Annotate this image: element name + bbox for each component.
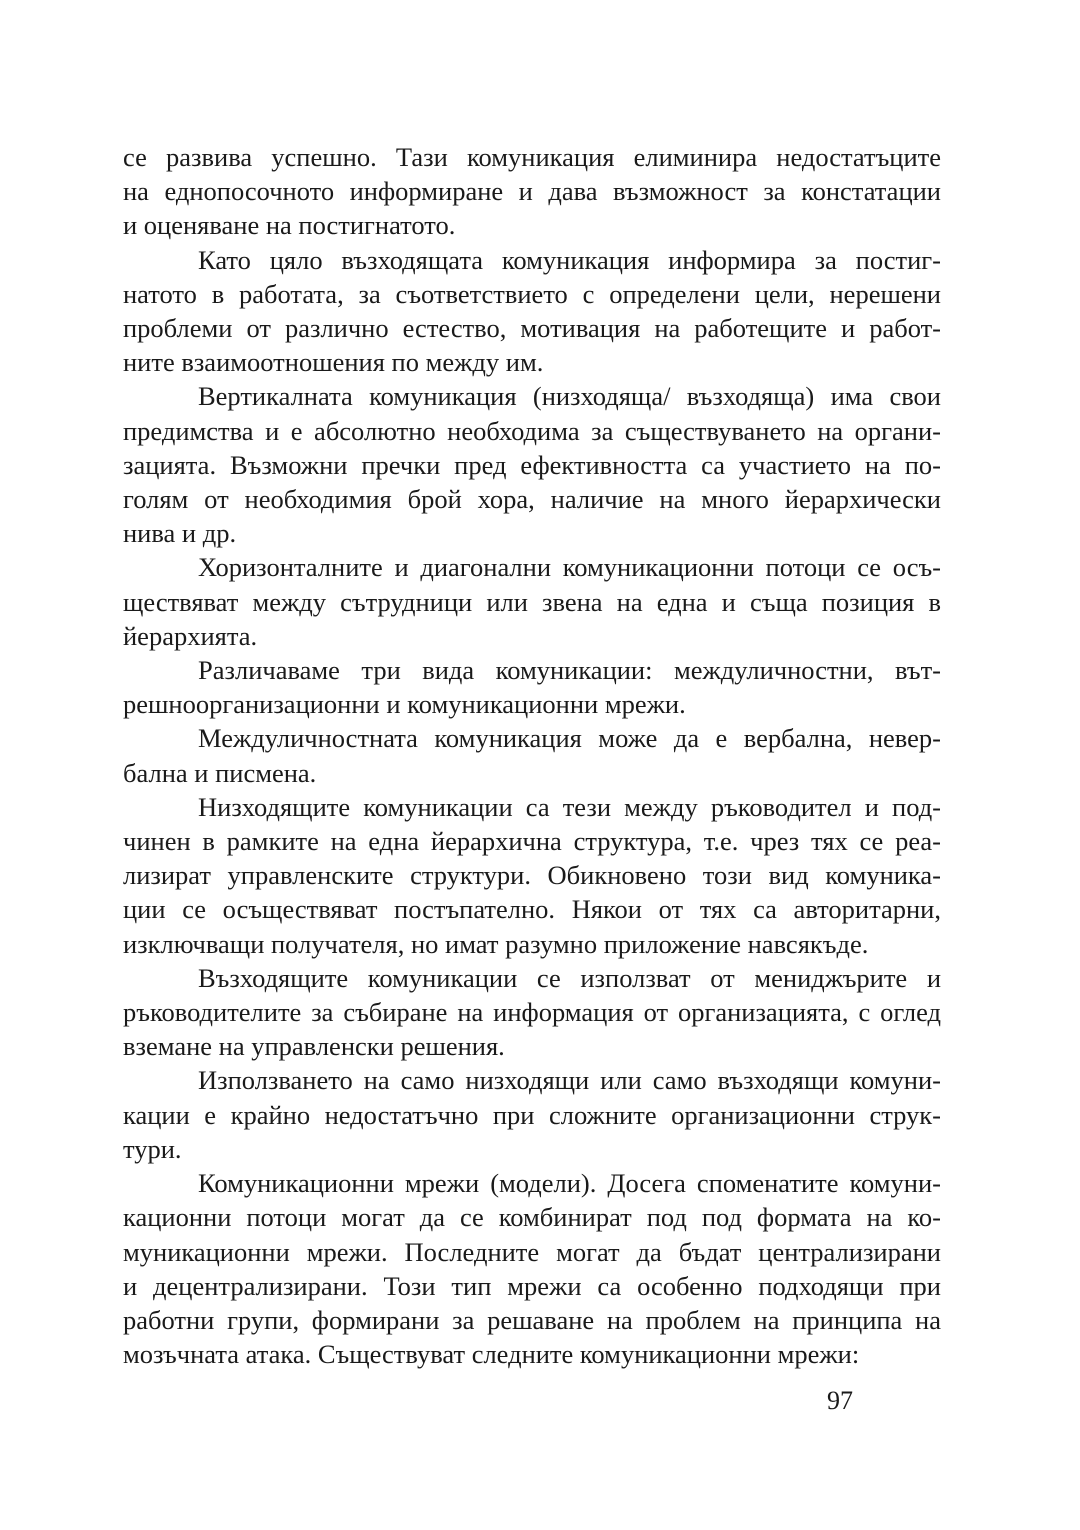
text-line: Използването на само низходящи или само възходящи комуни-	[198, 1065, 941, 1096]
text-line: работни групи, формирани за решаване на проблем на принципа на	[123, 1304, 941, 1335]
text-line: ните взаимоотношения по между им.	[123, 347, 544, 378]
text-line: изключващи получателя, но имат разумно приложение навсякъде.	[123, 928, 869, 959]
text-line: чинен в рамките на една йерархична структура, т.е. чрез тях се реа-	[123, 826, 941, 857]
text-line: Различаваме три вида комуникации: междуличностни, вът-	[198, 655, 941, 686]
text-line: муникационни мрежи. Последните могат да бъдат централизирани	[123, 1236, 941, 1267]
text-line: предимства и е абсолютно необходима за съществуването на органи-	[123, 415, 941, 446]
text-line: кационни потоци могат да се комбинират под под формата на ко-	[123, 1202, 941, 1233]
text-line: решноорганизационни и комуникационни мрежи.	[123, 689, 686, 720]
text-line: ции се осъществяват постъпателно. Някои от тях са авторитарни,	[123, 894, 941, 925]
text-line: вземане на управленски решения.	[123, 1031, 505, 1062]
paragraph-2	[123, 243, 941, 380]
text-line: Вертикалната комуникация (низходяща/ възходяща) има свои	[198, 381, 941, 412]
paragraph-5	[123, 653, 941, 721]
paragraph-3	[123, 379, 941, 550]
text-line: се развива успешно. Тази комуникация елиминира недостатъците	[123, 142, 941, 172]
text-line: Като цяло възходящата комуникация информира за постиг-	[198, 244, 941, 275]
text-line: зацията. Възможни пречки пред ефективността са участието на по-	[123, 449, 941, 480]
document-body	[123, 140, 941, 1371]
text-line: ществяват между сътрудници или звена на една и съща позиция в	[123, 586, 941, 617]
text-line: на еднопосочното информиране и дава възможност за констатации	[123, 176, 941, 207]
text-line: йерархията.	[123, 620, 258, 651]
text-line: Низходящите комуникации са тези между ръководител и под-	[198, 791, 941, 822]
text-line: и оценяване на постигнатото.	[123, 210, 456, 241]
text-line: и децентрализирани. Този тип мрежи са особенно подходящи при	[123, 1270, 941, 1301]
paragraph-7	[123, 790, 941, 961]
text-line: ръководителите за събиране на информация от организацията, с оглед	[123, 997, 941, 1028]
text-line: мозъчната атака. Съществуват следните комуникационни мрежи:	[123, 1339, 860, 1370]
paragraph-4	[123, 550, 941, 653]
text-line: нива и др.	[123, 518, 237, 549]
paragraph-9	[123, 1063, 941, 1166]
paragraph-6	[123, 721, 941, 789]
text-line: Хоризонталните и диагонални комуникационни потоци се осъ-	[198, 552, 941, 583]
text-line: бална и писмена.	[123, 757, 317, 788]
text-line: Комуникационни мрежи (модели). Досега споменатите комуни-	[198, 1168, 941, 1199]
text-line: натото в работата, за съответствието с определени цели, нерешени	[123, 278, 941, 309]
paragraph-8	[123, 961, 941, 1064]
paragraph-10	[123, 1166, 941, 1371]
text-line: голям от необходимия брой хора, наличие на много йерархически	[123, 484, 941, 515]
page-number: 97	[827, 1386, 853, 1415]
text-line: Възходящите комуникации се използват от мениджърите и	[198, 962, 941, 993]
text-line: лизират управленските структури. Обикновено този вид комуника-	[123, 860, 941, 891]
text-line: тури.	[123, 1133, 182, 1164]
text-line: кации е крайно недостатъчно при сложните организационни струк-	[123, 1099, 941, 1130]
text-line: проблеми от различно естество, мотивация на работещите и работ-	[123, 313, 941, 344]
text-line: Междуличностната комуникация може да е вербална, невер-	[198, 723, 941, 754]
paragraph-1	[123, 140, 941, 243]
